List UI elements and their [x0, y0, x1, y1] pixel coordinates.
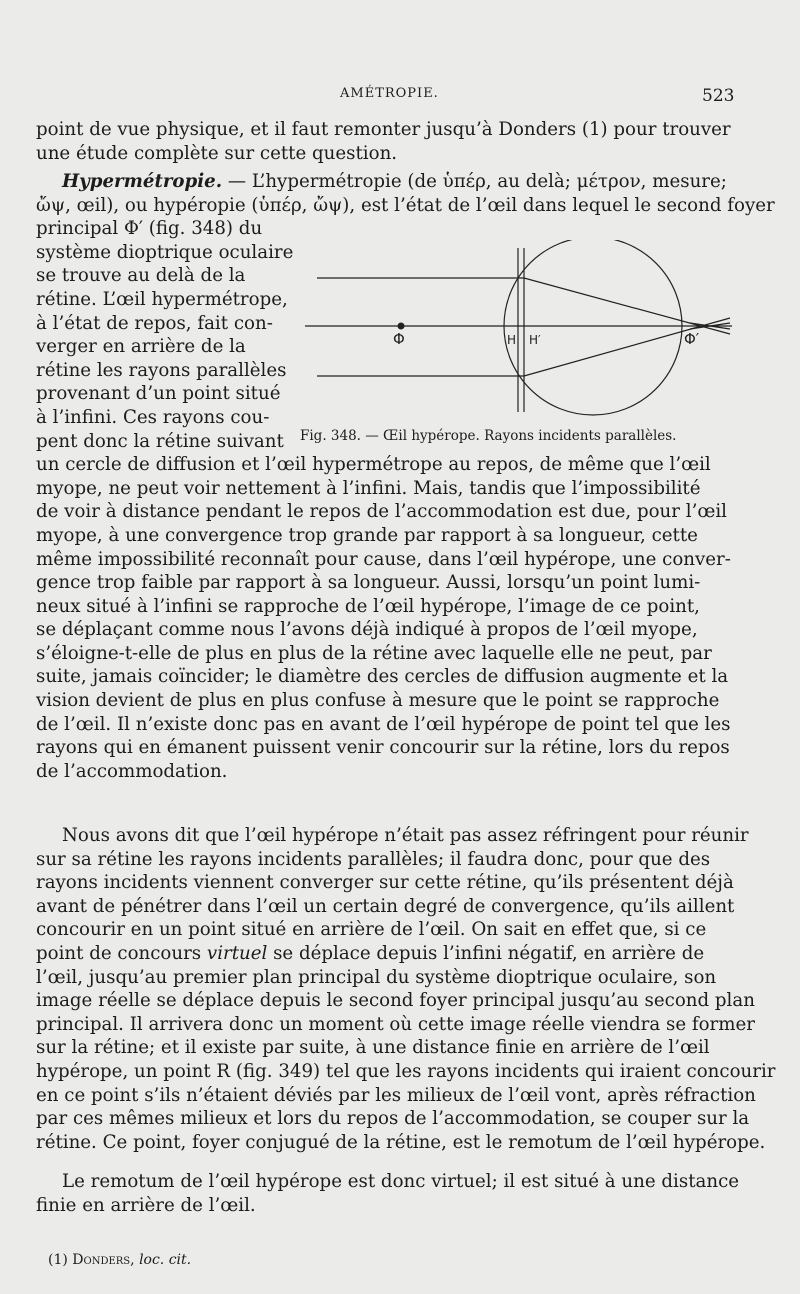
text-line: rétine. L’œil hypermétrope,: [36, 288, 288, 310]
text-line: [36, 942, 742, 966]
focal-point-phi: [398, 323, 405, 330]
text-line: de l’accommodation.: [36, 760, 228, 782]
text-line: neux situé à l’infini se rapproche de l’œil hypérope, l’image de ce point,: [36, 595, 700, 617]
text-line: hypérope, un point R (fig. 349) tel que les rayons incidents qui iraient concourir: [36, 1060, 776, 1082]
running-title: AMÉTROPIE.: [340, 86, 439, 101]
text-line: image réelle se déplace depuis le second foyer principal jusqu’au second plan: [36, 990, 755, 1012]
text-line: gence trop faible par rapport à sa longueur. Aussi, lorsqu’un point lumi-: [36, 572, 701, 594]
figure-caption: Fig. 348. — Œil hypérope. Rayons incidents parallèles.: [300, 428, 677, 444]
text-line: suite, jamais coïncider; le diamètre des cercles de diffusion augmente et la: [36, 666, 729, 688]
page-header: [0, 86, 800, 108]
footnote-separator: ,: [130, 1252, 140, 1268]
text-line: par ces mêmes milieux et lors du repos de l’accommodation, se couper sur la: [36, 1108, 750, 1130]
text-line: à l’infini. Ces rayons cou-: [36, 406, 270, 428]
text-line: rétine les rayons parallèles: [36, 359, 287, 381]
text-line: myope, à une convergence trop grande par rapport à sa longueur, cette: [36, 524, 698, 546]
text-line: Le remotum de l’œil hypérope est donc virtuel; il est situé à une distance: [62, 1171, 740, 1192]
text-line: système dioptrique oculaire: [36, 241, 294, 263]
footnote: [48, 1252, 191, 1268]
text-line: verger en arrière de la: [36, 336, 246, 358]
text-span: se déplace depuis l’infini négatif, en arrière de: [267, 942, 705, 964]
text-line: se déplaçant comme nous l’avons déjà indiqué à propos de l’œil myope,: [36, 619, 698, 641]
paragraph-intro: [36, 118, 742, 165]
text-line: concourir en un point situé en arrière de l’œil. On sait en effet que, si ce: [36, 919, 707, 941]
text-line: rayons qui en émanent puissent venir concourir sur la rétine, lors du repos: [36, 737, 730, 759]
footnote-author: Donders: [72, 1252, 131, 1268]
text-line: principal Φ′ (fig. 348) du: [36, 218, 263, 240]
text-line: sur sa rétine les rayons incidents parallèles; il faudra donc, pour que des: [36, 848, 711, 870]
footnote-marker: (1): [48, 1252, 73, 1268]
text-line: vision devient de plus en plus confuse à mesure que le point se rapproche: [36, 690, 720, 712]
footnote-reference: loc. cit.: [139, 1252, 192, 1268]
text-line: finie en arrière de l’œil.: [36, 1194, 256, 1216]
text-line: Nous avons dit que l’œil hypérope n’était pas assez réfringent pour réunir: [62, 825, 749, 846]
text-line: principal. Il arrivera donc un moment où cette image réelle viendra se former: [36, 1013, 755, 1035]
eyeball-outline: [504, 240, 682, 415]
text-line: sur la rétine; et il existe par suite, à une distance finie en arrière de l’œil: [36, 1037, 710, 1059]
text-line: pent donc la rétine suivant: [36, 430, 284, 452]
text-span: — L’hypermétropie (de ὑπέρ, au delà; μέτρον, mesure;: [222, 171, 727, 192]
label-h: H: [507, 333, 517, 347]
text-line: rétine. Ce point, foyer conjugué de la rétine, est le remotum de l’œil hypérope.: [36, 1131, 766, 1153]
emphasis-virtuel: virtuel: [206, 942, 268, 964]
text-line: myope, ne peut voir nettement à l’infini. Mais, tandis que l’impossibilité: [36, 477, 701, 499]
wrapped-text-column: [36, 217, 294, 453]
text-line: ὤψ, œil), ou hypéropie (ὑπέρ, ὤψ), est l’état de l’œil dans lequel le second foyer: [36, 194, 775, 216]
text-line: l’œil, jusqu’au premier plan principal du système dioptrique oculaire, son: [36, 966, 717, 988]
text-line: à l’état de repos, fait con-: [36, 312, 273, 334]
label-phi-prime: Φ′: [684, 330, 700, 348]
text-line: une étude complète sur cette question.: [36, 142, 398, 164]
paragraph-convergence: [36, 824, 776, 1154]
text-line: de l’œil. Il n’existe donc pas en avant de l’œil hypérope de point tel que les: [36, 713, 731, 735]
text-line: même impossibilité reconnaît pour cause, dans l’œil hypérope, une conver-: [36, 548, 731, 570]
figure-348: [300, 240, 740, 450]
label-phi: Φ: [393, 330, 405, 348]
text-line: s’éloigne-t-elle de plus en plus de la rétine avec laquelle elle ne peut, par: [36, 642, 712, 664]
paragraph-remotum: [36, 1170, 742, 1217]
text-line: rayons incidents viennent converger sur cette rétine, qu’ils présentent déjà: [36, 872, 734, 894]
label-h-prime: H′: [529, 333, 541, 347]
text-line: provenant d’un point situé: [36, 383, 281, 405]
text-line: de voir à distance pendant le repos de l’accommodation est due, pour l’œil: [36, 501, 727, 523]
text-line: se trouve au delà de la: [36, 265, 246, 287]
text-line: un cercle de diffusion et l’œil hypermétrope au repos, de même que l’œil: [36, 454, 711, 476]
text-line: avant de pénétrer dans l’œil un certain degré de convergence, qu’ils aillent: [36, 895, 735, 917]
section-term: Hypermétropie.: [62, 171, 223, 192]
text-line: point de vue physique, et il faut remonter jusqu’à Donders (1) pour trouver: [36, 119, 731, 140]
text-line: en ce point s’ils n’étaient déviés par les milieux de l’œil vont, après réfraction: [36, 1084, 756, 1106]
page-number: 523: [702, 86, 735, 106]
eye-diagram: [300, 240, 740, 428]
text-span: point de concours: [36, 942, 207, 964]
text-line: [36, 170, 742, 194]
